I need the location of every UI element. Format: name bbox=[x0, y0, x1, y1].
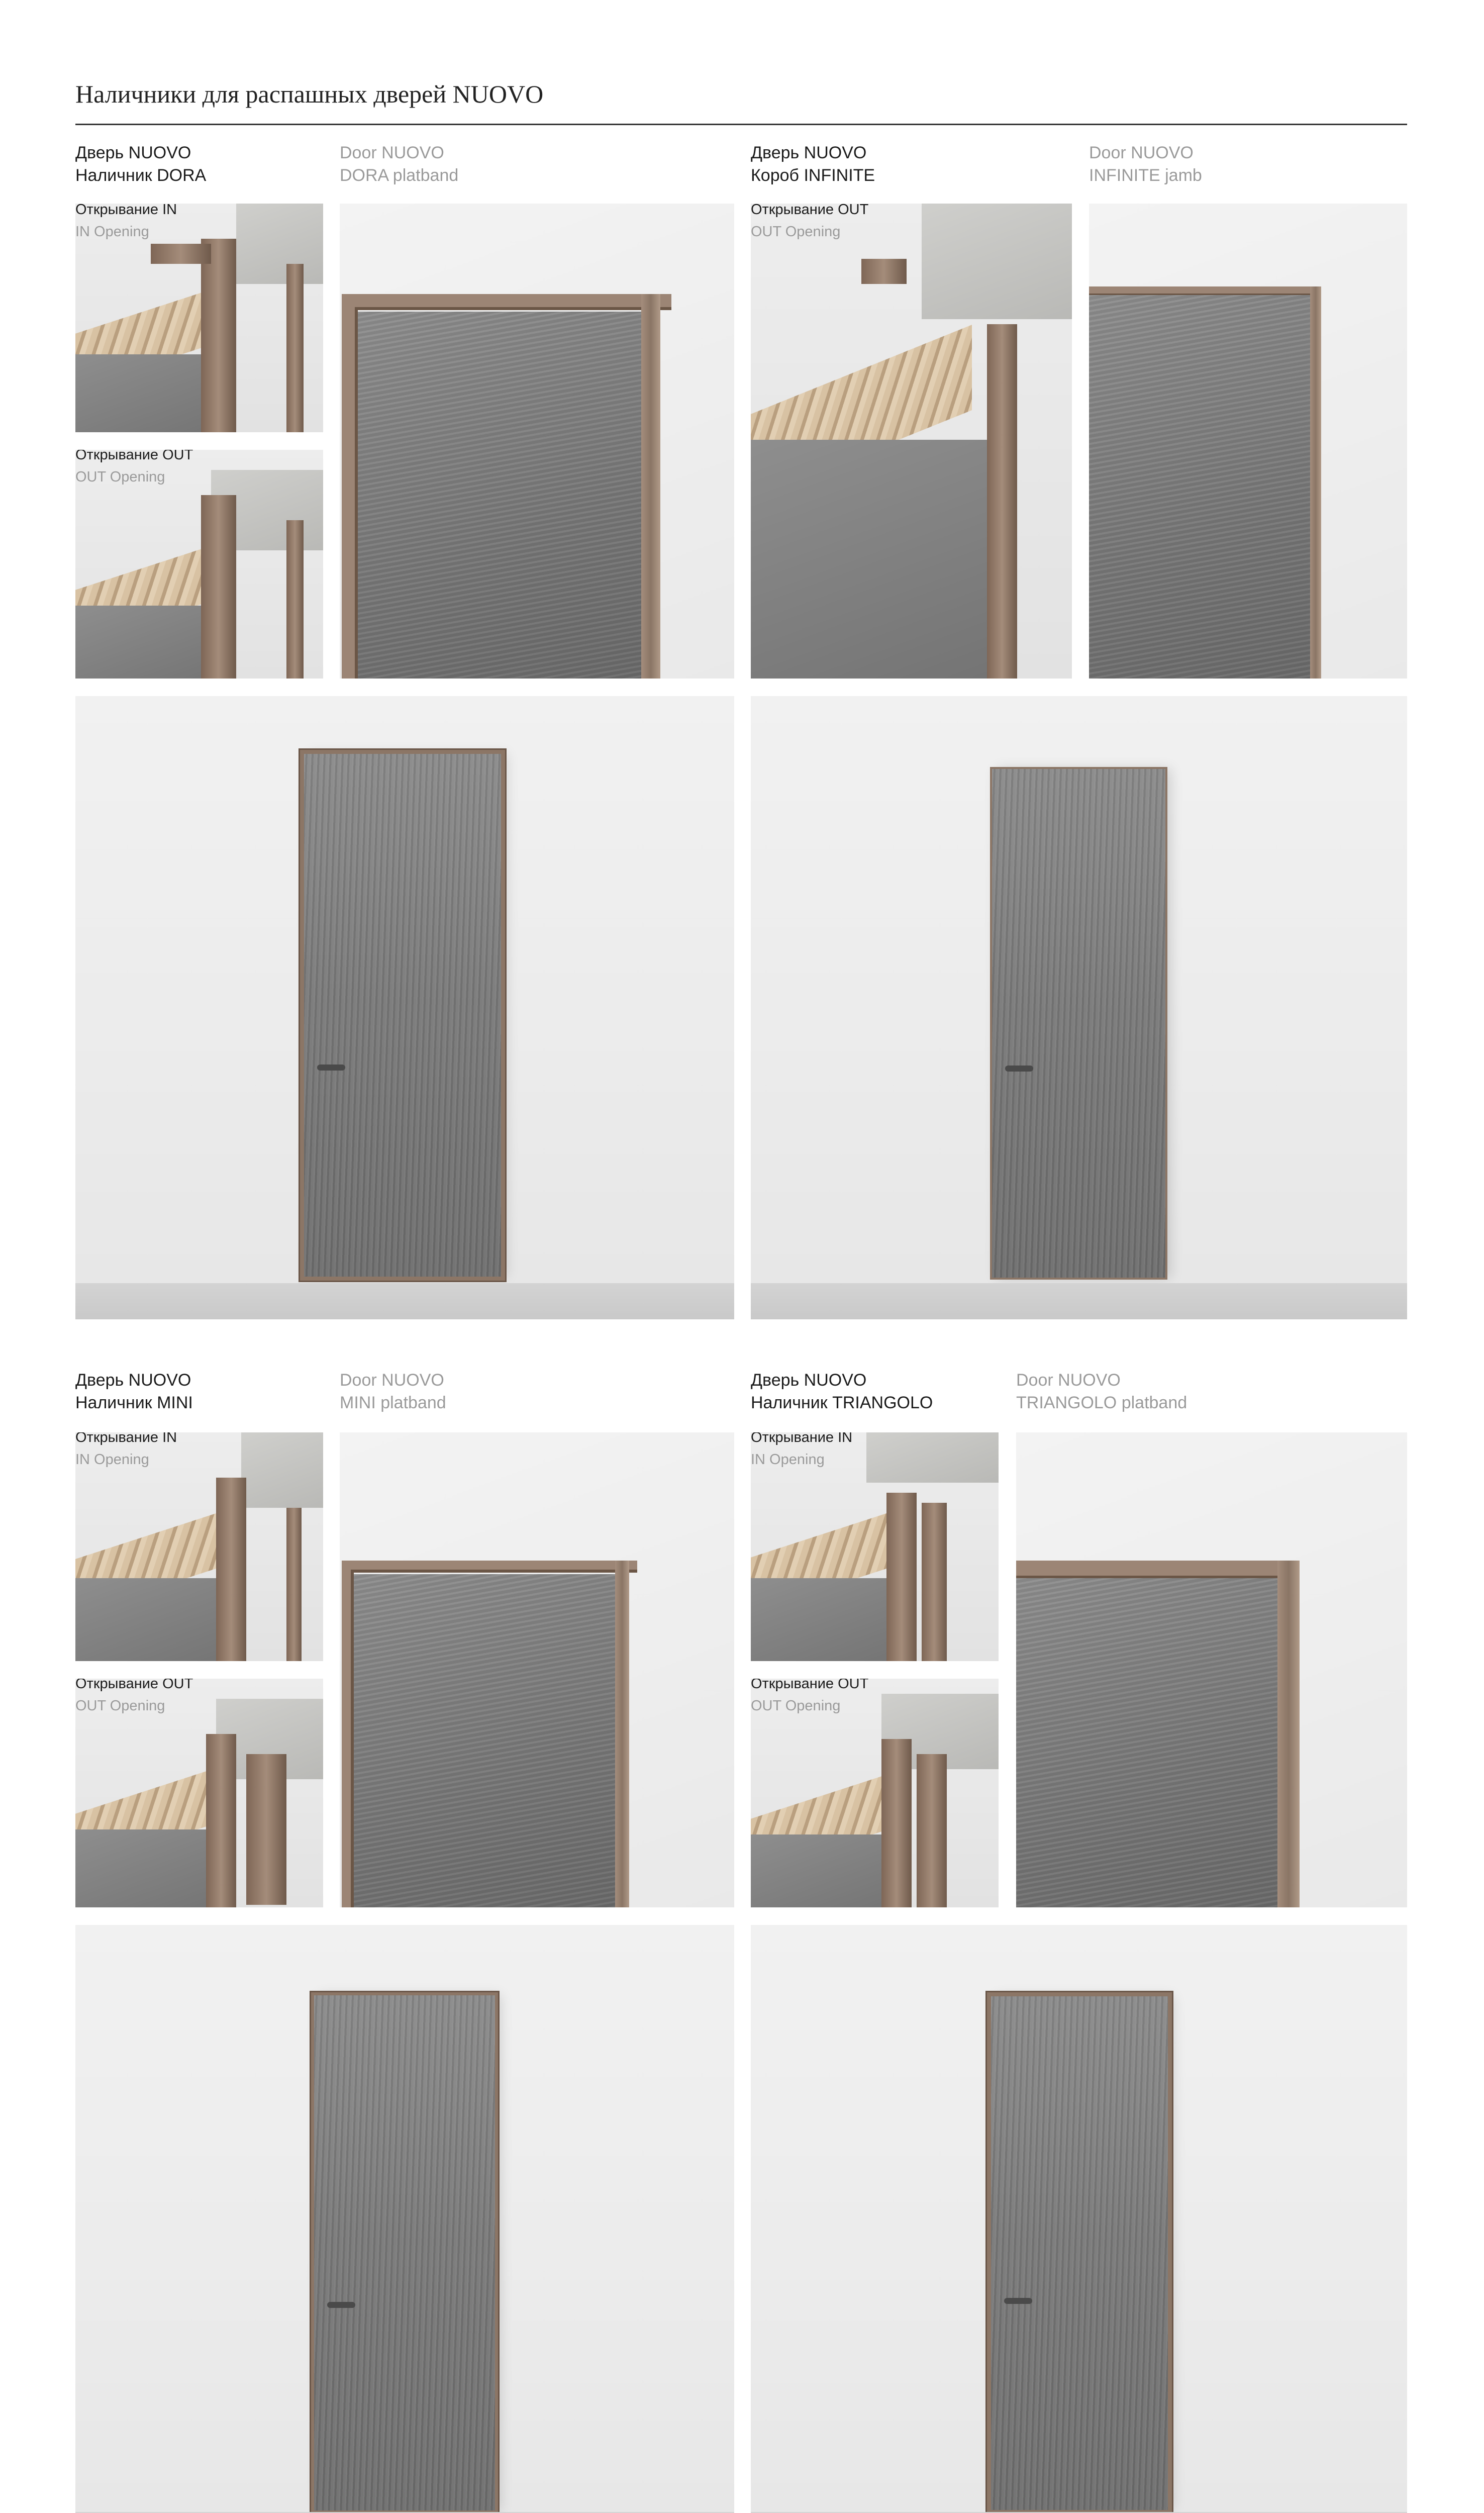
door-name-en: Door NUOVO bbox=[340, 1371, 444, 1390]
infinite-door-view-image bbox=[751, 696, 1407, 1319]
door-name-en: Door NUOVO bbox=[340, 143, 444, 162]
door-leaf bbox=[304, 754, 501, 1277]
opening-label-en: OUT Opening bbox=[75, 1698, 165, 1714]
infinite-closeup-image bbox=[1089, 204, 1407, 679]
platband-name-en: TRIANGOLO platband bbox=[1016, 1393, 1188, 1412]
dora-out-caption bbox=[75, 450, 193, 488]
block-mini-label-ru bbox=[75, 1369, 193, 1414]
door-name: Дверь NUOVO bbox=[751, 1371, 867, 1390]
door-name: Дверь NUOVO bbox=[75, 1371, 191, 1390]
dora-in-section-image bbox=[75, 204, 323, 432]
door-leaf bbox=[992, 769, 1165, 1278]
opening-label: Открывание OUT bbox=[75, 1679, 193, 1692]
door-leaf bbox=[314, 1995, 495, 2510]
platband-name-en: DORA platband bbox=[340, 166, 459, 185]
jamb-name-en: INFINITE jamb bbox=[1089, 166, 1202, 185]
triangolo-out-caption bbox=[751, 1679, 868, 1717]
mini-door-view-image bbox=[75, 1925, 734, 2513]
door-leaf bbox=[991, 1996, 1168, 2510]
triangolo-out-section-image bbox=[751, 1679, 999, 1907]
block-infinite-label-ru bbox=[751, 142, 875, 187]
platband-name: Наличник TRIANGOLO bbox=[751, 1393, 933, 1412]
mini-out-section-image bbox=[75, 1679, 323, 1907]
infinite-out-caption bbox=[751, 204, 868, 243]
dora-out-section-image bbox=[75, 450, 323, 679]
opening-label-en: IN Opening bbox=[75, 1452, 149, 1468]
opening-label-en: OUT Opening bbox=[751, 1698, 841, 1714]
door-name: Дверь NUOVO bbox=[75, 143, 191, 162]
dora-in-caption bbox=[75, 204, 177, 243]
door-name-en: Door NUOVO bbox=[1016, 1371, 1121, 1390]
opening-label: Открывание OUT bbox=[751, 204, 869, 218]
mini-out-caption bbox=[75, 1679, 193, 1717]
infinite-out-section-image bbox=[751, 204, 1072, 679]
block-dora-label-en bbox=[340, 142, 458, 187]
opening-label-en: OUT Opening bbox=[751, 224, 841, 240]
triangolo-in-caption bbox=[751, 1432, 852, 1471]
jamb-name: Короб INFINITE bbox=[751, 166, 875, 185]
platband-name: Наличник MINI bbox=[75, 1393, 193, 1412]
title-divider bbox=[75, 124, 1407, 125]
triangolo-closeup-image bbox=[1016, 1432, 1407, 1907]
mini-in-caption bbox=[75, 1432, 177, 1471]
mini-closeup-image bbox=[340, 1432, 734, 1907]
dora-closeup-image bbox=[340, 204, 734, 679]
dora-door-view-image bbox=[75, 696, 734, 1319]
opening-label: Открывание OUT bbox=[751, 1679, 869, 1692]
door-name-en: Door NUOVO bbox=[1089, 143, 1194, 162]
opening-label-en: IN Opening bbox=[75, 224, 149, 240]
block-triangolo-label-en bbox=[1016, 1369, 1187, 1414]
opening-label-en: OUT Opening bbox=[75, 469, 165, 485]
triangolo-door-view-image bbox=[751, 1925, 1407, 2513]
opening-label: Открывание IN bbox=[75, 1432, 177, 1445]
opening-label: Открывание OUT bbox=[75, 450, 193, 463]
platband-name: Наличник DORA bbox=[75, 166, 207, 185]
opening-label-en: IN Opening bbox=[751, 1452, 825, 1468]
opening-label: Открывание IN bbox=[751, 1432, 853, 1445]
page-title: Наличники для распашных дверей NUOVO bbox=[75, 80, 544, 108]
block-triangolo-label-ru bbox=[751, 1369, 933, 1414]
block-mini-label-en bbox=[340, 1369, 446, 1414]
block-infinite-label-en bbox=[1089, 142, 1202, 187]
triangolo-in-section-image bbox=[751, 1432, 999, 1661]
opening-label: Открывание IN bbox=[75, 204, 177, 218]
door-name: Дверь NUOVO bbox=[751, 143, 867, 162]
block-dora-label-ru bbox=[75, 142, 206, 187]
mini-in-section-image bbox=[75, 1432, 323, 1661]
platband-name-en: MINI platband bbox=[340, 1393, 446, 1412]
